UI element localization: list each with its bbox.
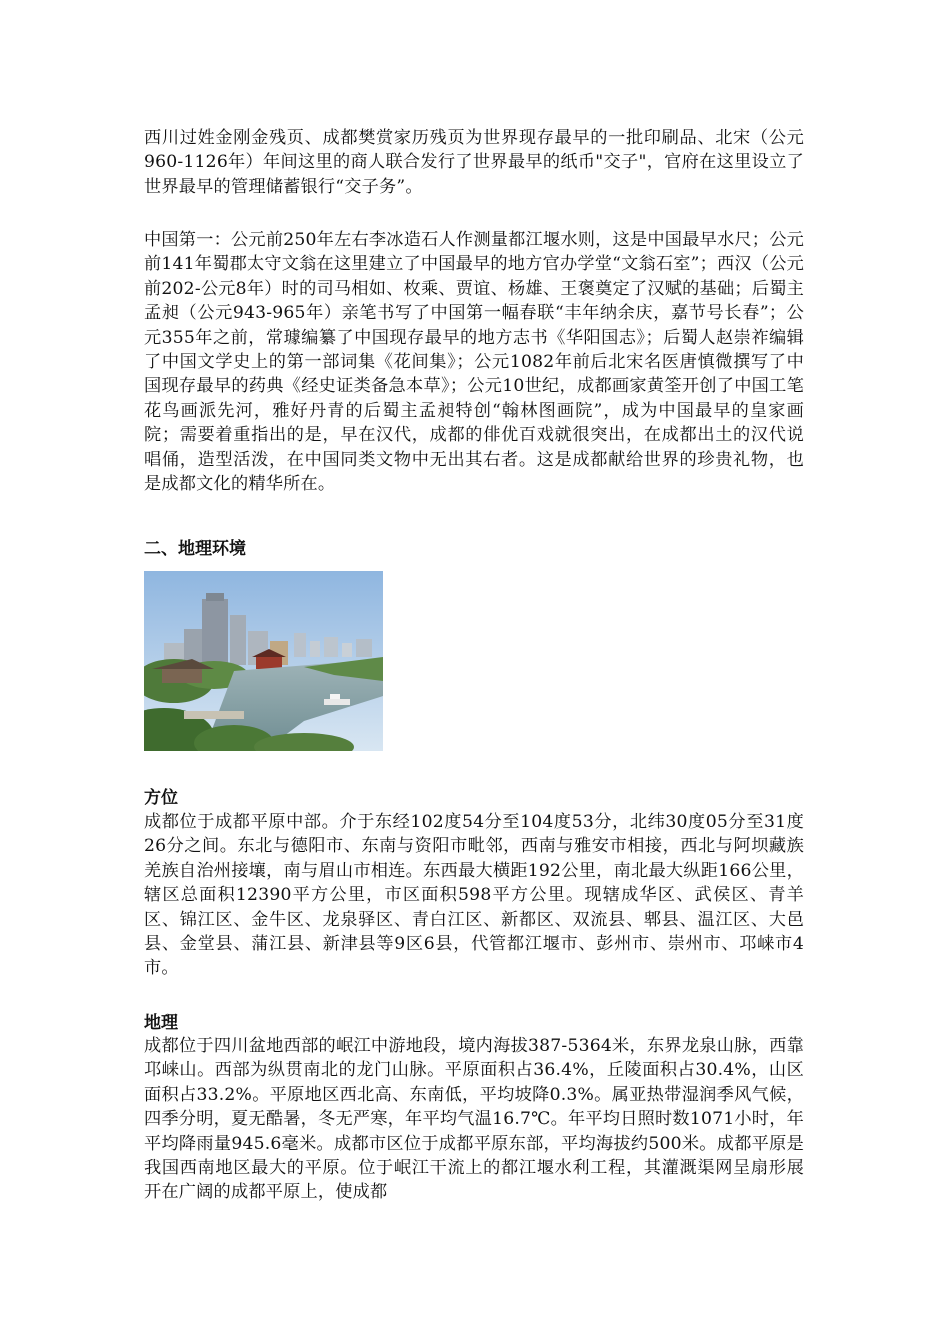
paragraph-china-firsts: 中国第一：公元前250年左右李冰造石人作测量都江堰水则，这是中国最早水尺；公元前141年蜀郡太守文翁在这里建立了中国最早的地方官办学堂“文翁石室”；西汉（公元前202-公元8年）时的司马相如、枚乘、贾谊、杨雄、王褒奠定了汉赋的基础；后蜀主孟昶（公元943-965年）亲笔书写了中国第一幅春联“丰年纳余庆，嘉节号长春”；公元355年之前，常璩编纂了中国现存最早的地方志书《华阳国志》；后蜀人赵崇祚编辑了中国文学史上的第一部词集《花间集》；公元1082年前后北宋名医唐慎微撰写了中国现存最早的药典《经史证类备急本草》；公元10世纪，成都画家黄筌开创了中国工笔花鸟画派先河，雅好丹青的后蜀主孟昶特创“翰林图画院”，成为中国最早的皇家画院；需要着重指出的是，早在汉代，成都的俳优百戏就很突出，在成都出土的汉代说唱俑，造型活泼，在中国同类文物中无出其右者。这是成都献给世界的珍贵礼物，也是成都文化的精华所在。 — [144, 230, 804, 495]
paragraph-geography: 成都位于四川盆地西部的岷江中游地段，境内海拔387-5364米，东界龙泉山脉，西靠邛崃山。西部为纵贯南北的龙门山脉。平原面积占36.4%，丘陵面积占30.4%，山区面积占33.2%。平原地区西北高、东南低，平均坡降0.3%。属亚热带湿润季风气候，四季分明，夏无酷暑，冬无严寒，年平均气温16.7℃。年平均日照时数1071小时，年平均降雨量945.6毫米。成都市区位于成都平原东部，平均海拔约500米。成都平原是我国西南地区最大的平原。位于岷江干流上的都江堰水利工程，其灌溉渠网呈扇形展开在广阔的成都平原上，使成都 — [144, 1036, 804, 1203]
section-heading-geography-environment: 二、地理环境 — [144, 539, 246, 559]
subheading-geography: 地理 — [144, 1013, 178, 1033]
chengdu-river-cityscape-photo — [144, 571, 383, 751]
paragraph-location: 成都位于成都平原中部。介于东经102度54分至104度53分，北纬30度05分至31度26分之间。东北与德阳市、东南与资阳市毗邻，西南与雅安市相接，西北与阿坝藏族羌族自治州接壤，南与眉山市相连。东西最大横距192公里，南北最大纵距166公里，辖区总面积12390平方公里，市区面积598平方公里。现辖成华区、武侯区、青羊区、锦江区、金牛区、龙泉驿区、青白江区、新都区、双流县、郫县、温江区、大邑县、金堂县、蒲江县、新津县等9区6县，代管都江堰市、彭州市、崇州市、邛崃市4市。 — [144, 812, 804, 979]
subheading-location: 方位 — [144, 788, 178, 808]
paragraph-printing-history: 西川过姓金刚金残页、成都樊赏家历残页为世界现存最早的一批印刷品、北宋（公元960-1126年）年间这里的商人联合发行了世界最早的纸币"交子"，官府在这里设立了世界最早的管理储蓄银行“交子务”。 — [144, 128, 804, 197]
